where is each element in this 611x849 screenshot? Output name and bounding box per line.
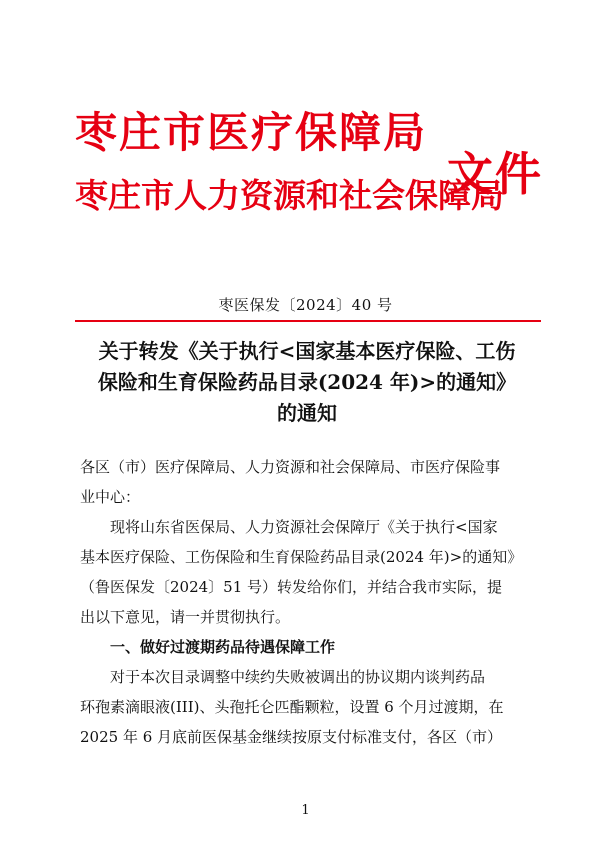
text-line: 业中心： [80, 488, 141, 506]
paragraph-2 [80, 662, 540, 752]
text-line: 环孢素滴眼液(III)、头孢托仑匹酯颗粒，设置 6 个月过渡期，在 [80, 698, 504, 716]
text-line: 各区（市）医疗保障局、人力资源和社会保障局、市医疗保险事 [80, 458, 501, 476]
addressee [80, 452, 540, 512]
text-line: 对于本次目录调整中续约失败被调出的协议期内谈判药品 [110, 668, 486, 686]
section-heading [80, 632, 540, 662]
document-title [62, 336, 552, 429]
text-line: 一、做好过渡期药品待遇保障工作 [110, 638, 336, 656]
page-number: 1 [301, 803, 310, 818]
paragraph-1 [80, 512, 540, 632]
text-line: （鲁医保发〔2024〕51 号）转发给你们，并结合我市实际，提 [80, 578, 503, 596]
document-type: 文件 [447, 147, 543, 201]
text-line: 现将山东省医保局、人力资源社会保障厅《关于执行<国家 [110, 518, 498, 536]
title-line: 保险和生育保险药品目录(2024 年)>的通知》 [97, 370, 517, 394]
text-line: 2025 年 6 月底前医保基金继续按原支付标准支付，各区（市） [80, 728, 503, 746]
issuing-org-1: 枣庄市医疗保障局 [75, 108, 428, 157]
masthead [75, 88, 545, 248]
document-number: 枣医保发〔2024〕40 号 [218, 296, 393, 314]
title-line: 的通知 [277, 401, 337, 425]
text-line: 出以下意见，请一并贯彻执行。 [80, 608, 291, 626]
red-divider [75, 320, 541, 322]
title-line: 关于转发《关于执行<国家基本医疗保险、工伤 [98, 339, 516, 363]
issuing-org-2: 枣庄市人力资源和社会保障局 [75, 176, 504, 215]
document-body [80, 452, 540, 752]
text-line: 基本医疗保险、工伤保险和生育保险药品目录(2024 年)>的通知》 [80, 548, 523, 566]
